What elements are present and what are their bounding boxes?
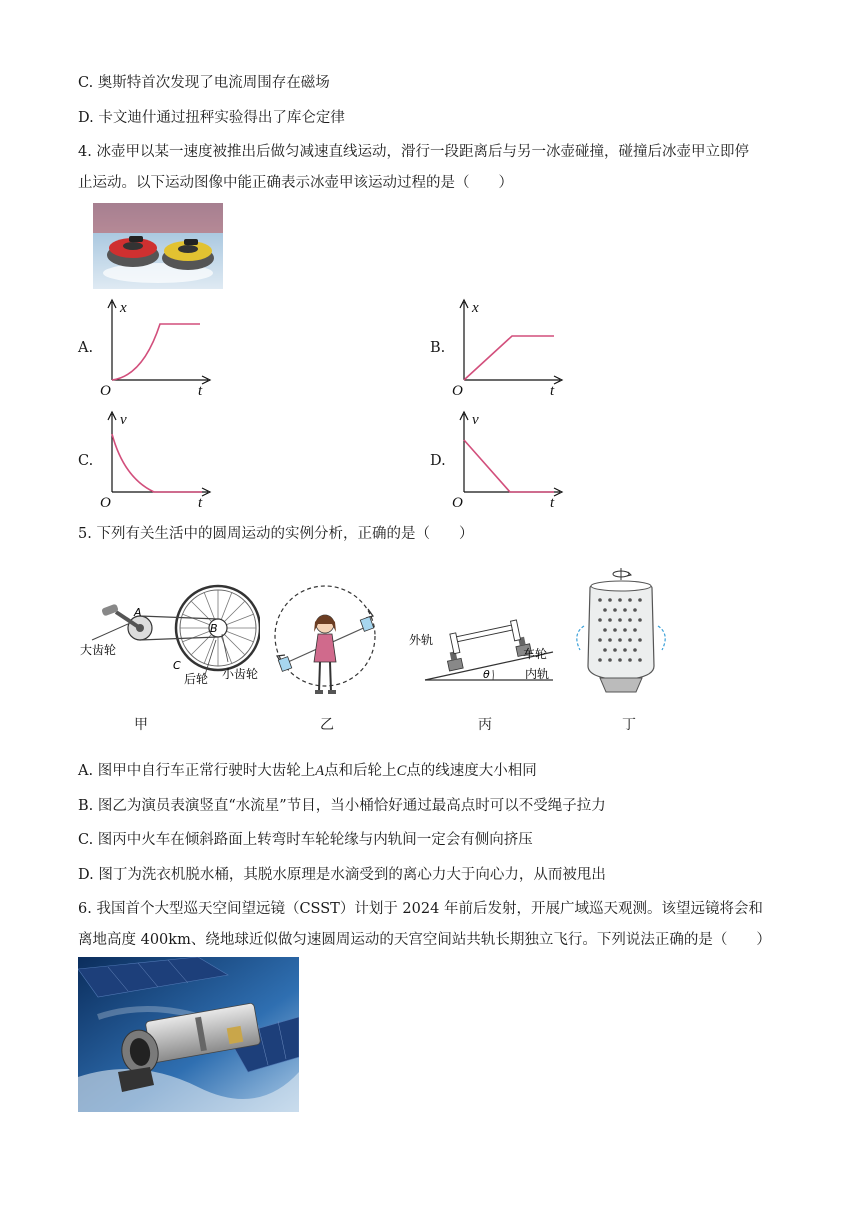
rear-wheel-label: 后轮 (184, 672, 209, 686)
graph-b-origin-label: O (452, 383, 463, 399)
q3-option-c: C. 奥斯特首次发现了电流周围存在磁场 (78, 75, 330, 91)
graph-c-t-label: t (198, 495, 203, 511)
q6-stem-line1: 6. 我国首个大型巡天空间望远镜（CSST）计划于 2024 年前后发射，开展广域巡天观测。该望远镜将会和 (78, 901, 763, 917)
graph-d-origin-label: O (452, 495, 463, 511)
q4-option-c-label: C. (78, 453, 94, 469)
q4-option-a-label: A. (78, 340, 94, 356)
q5-stem: 5. 下列有关生活中的圆周运动的实例分析，正确的是（ ） (78, 526, 474, 542)
graph-a-origin-label: O (100, 383, 111, 399)
q5-option-d: D. 图丁为洗衣机脱水桶，其脱水原理是水滴受到的离心力大于向心力，从而被甩出 (78, 867, 606, 883)
q5-option-a-part2: 点和后轮上 (324, 763, 397, 779)
q4-stem-line1: 4. 冰壶甲以某一速度被推出后做匀减速直线运动，滑行一段距离后与另一冰壶碰撞，碰撞后冰壶甲立即停 (78, 144, 749, 160)
q4-graph-a (98, 296, 213, 400)
q4-graph-b (450, 296, 565, 400)
graph-a-x-label: x (120, 300, 127, 316)
point-c-label: C (173, 659, 181, 672)
q5-option-a-part1: A. 图甲中自行车正常行驶时大齿轮上 (78, 763, 316, 779)
graph-d-t-label: t (550, 495, 555, 511)
wheel-label: 车轮 (523, 647, 548, 661)
inner-rail-label: 内轨 (525, 667, 550, 681)
figure-jia-caption: 甲 (134, 717, 148, 733)
point-b-label: B (210, 622, 218, 635)
q4-graph-d (450, 408, 565, 512)
q4-option-b-label: B. (430, 340, 446, 356)
graph-c-origin-label: O (100, 495, 111, 511)
space-telescope-image (78, 957, 299, 1112)
figure-jia-bicycle-gears (80, 580, 260, 690)
graph-c-v-label: v (120, 412, 127, 428)
q5-option-a-part3: 点的线速度大小相同 (406, 763, 537, 779)
curling-stones-photo (93, 203, 223, 289)
small-gear-label: 小齿轮 (222, 667, 259, 681)
graph-b-t-label: t (550, 383, 555, 399)
figure-yi-water-meteor (270, 574, 385, 704)
outer-rail-label: 外轨 (409, 633, 434, 647)
q6-stem-line2: 离地高度 400km、绕地球近似做匀速圆周运动的天宫空间站共轨长期独立飞行。下列说法正确的是（ ） (78, 932, 771, 948)
theta-label: θ (483, 668, 490, 681)
q4-option-d-label: D. (430, 453, 446, 469)
q3-option-d: D. 卡文迪什通过扭秤实验得出了库仑定律 (78, 110, 345, 126)
graph-b-x-label: x (472, 300, 479, 316)
graph-d-v-label: v (472, 412, 479, 428)
figure-ding-spin-drum (566, 566, 676, 704)
q5-option-c: C. 图丙中火车在倾斜路面上转弯时车轮轮缘与内轨间一定会有侧向挤压 (78, 832, 533, 848)
q5-option-b: B. 图乙为演员表演竖直“水流星”节目，当小桶恰好通过最高点时可以不受绳子拉力 (78, 798, 606, 814)
figure-yi-caption: 乙 (320, 717, 334, 733)
point-a-label: A (134, 606, 142, 619)
q5-option-a-point-c: C (396, 763, 407, 779)
q4-graph-c (98, 408, 213, 512)
big-gear-label: 大齿轮 (80, 643, 117, 657)
figure-ding-caption: 丁 (622, 717, 636, 733)
q5-option-a (78, 761, 537, 781)
q5-option-a-point-a: A (315, 763, 325, 779)
graph-a-t-label: t (198, 383, 203, 399)
q4-stem-line2: 止运动。以下运动图像中能正确表示冰壶甲该运动过程的是（ ） (78, 175, 513, 191)
figure-bing-caption: 丙 (478, 717, 492, 733)
figure-bing-banked-track (405, 590, 565, 690)
